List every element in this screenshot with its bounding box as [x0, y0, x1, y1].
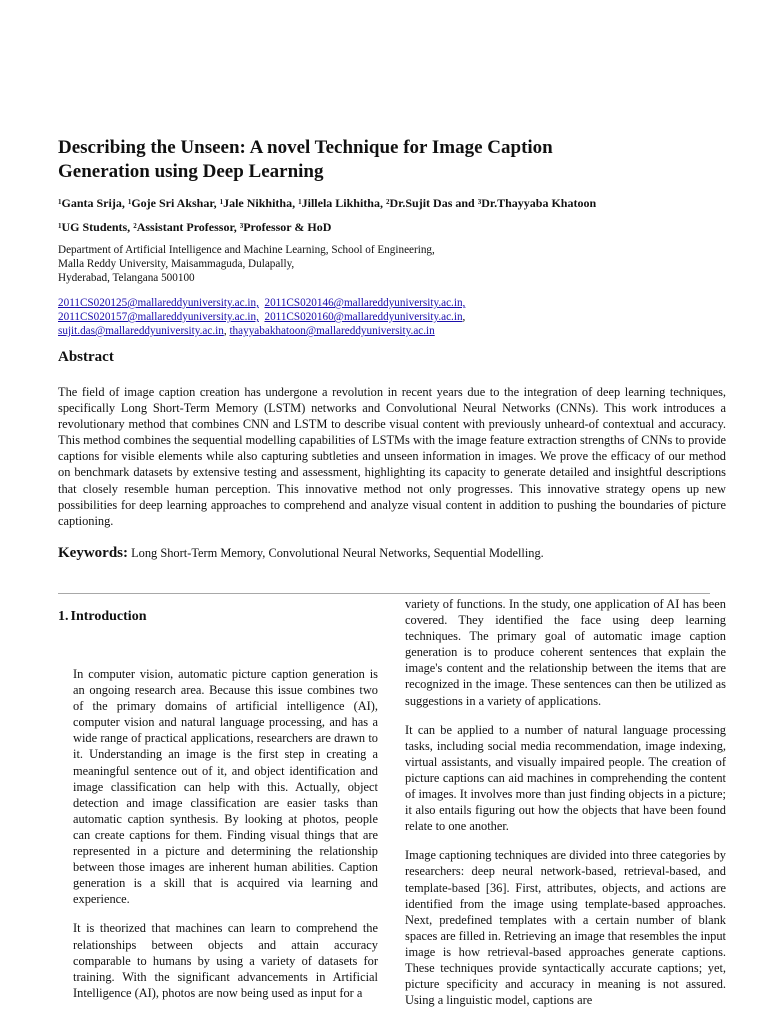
author: $^1$Jale Nikhitha, — [219, 196, 299, 210]
email-list: 2011CS020125@mallareddyuniversity.ac.in, 2011CS020146@mallareddyuniversity.ac.in, 2011CS020157@mallareddyuniversity.ac.in, 2011CS020160@mallareddyuniversity.ac.in, sujit.das@mallareddyuniversity.ac.in, thayyabakhatoon@mallareddyuniversity.ac.in — [58, 297, 466, 337]
email-link[interactable]: thayyabakhatoon@mallareddyuniversity.ac.in — [229, 325, 435, 337]
email-link[interactable]: 2011CS020125@mallareddyuniversity.ac.in, — [58, 297, 259, 309]
section-divider — [58, 593, 710, 594]
keywords-label: Keywords: — [58, 545, 128, 561]
abstract-heading: Abstract — [58, 349, 114, 365]
email-link[interactable]: 2011CS020146@mallareddyuniversity.ac.in, — [264, 297, 466, 309]
author-list — [58, 195, 596, 211]
author: $^1$Goje Sri Akshar, — [127, 196, 220, 210]
email-link[interactable]: sujit.das@mallareddyuniversity.ac.in — [58, 325, 224, 337]
left-column — [73, 666, 378, 1001]
keywords — [58, 544, 726, 562]
body-paragraph: It is theorized that machines can learn to comprehend the relationships between objects and attain accuracy comparable to humans by using a variety of datasets for training. With the significant advancements in Artificial Intelligence (AI), photos are now being used as input for a — [73, 921, 378, 1000]
author: $^1$Jillela Likhitha, — [298, 196, 386, 210]
affiliation — [58, 243, 435, 285]
role: $^1$UG Students, — [58, 220, 134, 234]
body-paragraph: In computer vision, automatic picture caption generation is an ongoing research area. Because this issue combines two of the primary domains of artificial intelligence (AI), computer vision and natural language processing, and has a wide range of practical applications, researchers are drawn to it. Understanding an image is the first step in creating a meaningful sentence out of it, and object identification and image classification can help with this. Actually, object detection and image classification are easier tasks than automatic caption synthesis. By looking at photos, people can create captions for them. Finding visual things that are represented in a picture and determining the relationship between those images are inherent human abilities. Caption generation is a skill that is acquired via learning and experience. — [73, 667, 378, 907]
paper-title: Describing the Unseen: A novel Technique for Image Caption Generation using Deep Learning — [58, 137, 553, 182]
role: $^3$Professor & HoD — [239, 220, 332, 234]
body-paragraph: It can be applied to a number of natural language processing tasks, including social media recommendation, image indexing, virtual assistants, and visually impaired people. The creation of picture captions can aid machines in comprehending the content of images. It involves more than just finding objects in a picture; it also entails figuring out how the objects that have been found relate to one another. — [405, 722, 726, 834]
section-heading — [58, 609, 146, 625]
section-number: 1. — [58, 609, 69, 624]
keywords-text: Long Short-Term Memory, Convolutional Neural Networks, Sequential Modelling. — [128, 546, 544, 560]
role: $^2$Assistant Professor, — [133, 220, 240, 234]
section-title: Introduction — [70, 609, 147, 624]
abstract-text: The field of image caption creation has undergone a revolution in recent years due to the integration of deep learning techniques, specifically Long Short-Term Memory (LSTM) networks and Convolutional Neural Networks (CNNs). This work introduces a revolutionary method that combines CNN and LSTM to describe visual content with previously unheard-of contextual and accuracy. This method combines the sequential modelling capabilities of LSTMs with the image feature extraction strengths of CNNs to provide captions for visible elements while also capturing subtleties and unseen information in images. We prove the efficacy of our method on benchmark datasets by extensive testing and assessment, highlighting its capacity to generate detailed and insightful descriptions that closely resemble human perception. This innovative method not only progresses. This innovative strategy opens up new possibilities for deep learning approaches to comprehend and analyze visual content in addition to pushing the boundaries of picture captioning. — [58, 385, 726, 528]
email-link[interactable]: 2011CS020157@mallareddyuniversity.ac.in, — [58, 311, 259, 323]
body-paragraph: variety of functions. In the study, one application of AI has been covered. They identified the face using deep learning techniques. The primary goal of automatic image caption generation is to produce coherent sentences that explain the image's content and the relationship between the items that are recognized in the image. These sentences can then be utilized as suggestions in a variety of applications. — [405, 597, 726, 708]
body-paragraph: Image captioning techniques are divided into three categories by researchers: deep neural network-based, retrieval-based, and template-based [36]. First, attributes, objects, and actions are identified from the image using template-based approaches. Next, predefined templates with a certain number of blank spaces are filled in. Retrieving an image that resembles the input image is how retrieval-based approaches generate captions. These techniques provide syntactically accurate captions; yet, picture specificity and accuracy in meaning is not assured. Using a linguistic model, captions are — [405, 848, 726, 1008]
author-roles — [58, 219, 331, 235]
author: $^2$Dr.Sujit Das and — [385, 196, 478, 210]
affiliation-line: Hyderabad, Telangana 500100 — [58, 272, 195, 284]
author: $^3$Dr.Thayyaba Khatoon — [477, 196, 597, 210]
author: $^1$Ganta Srija, — [58, 196, 128, 210]
affiliation-line: Malla Reddy University, Maisammaguda, Dulapally, — [58, 258, 295, 270]
affiliation-line: Department of Artificial Intelligence and Machine Learning, School of Engineering, — [58, 244, 435, 256]
right-column — [405, 596, 726, 1008]
email-link[interactable]: 2011CS020160@mallareddyuniversity.ac.in — [264, 311, 463, 323]
